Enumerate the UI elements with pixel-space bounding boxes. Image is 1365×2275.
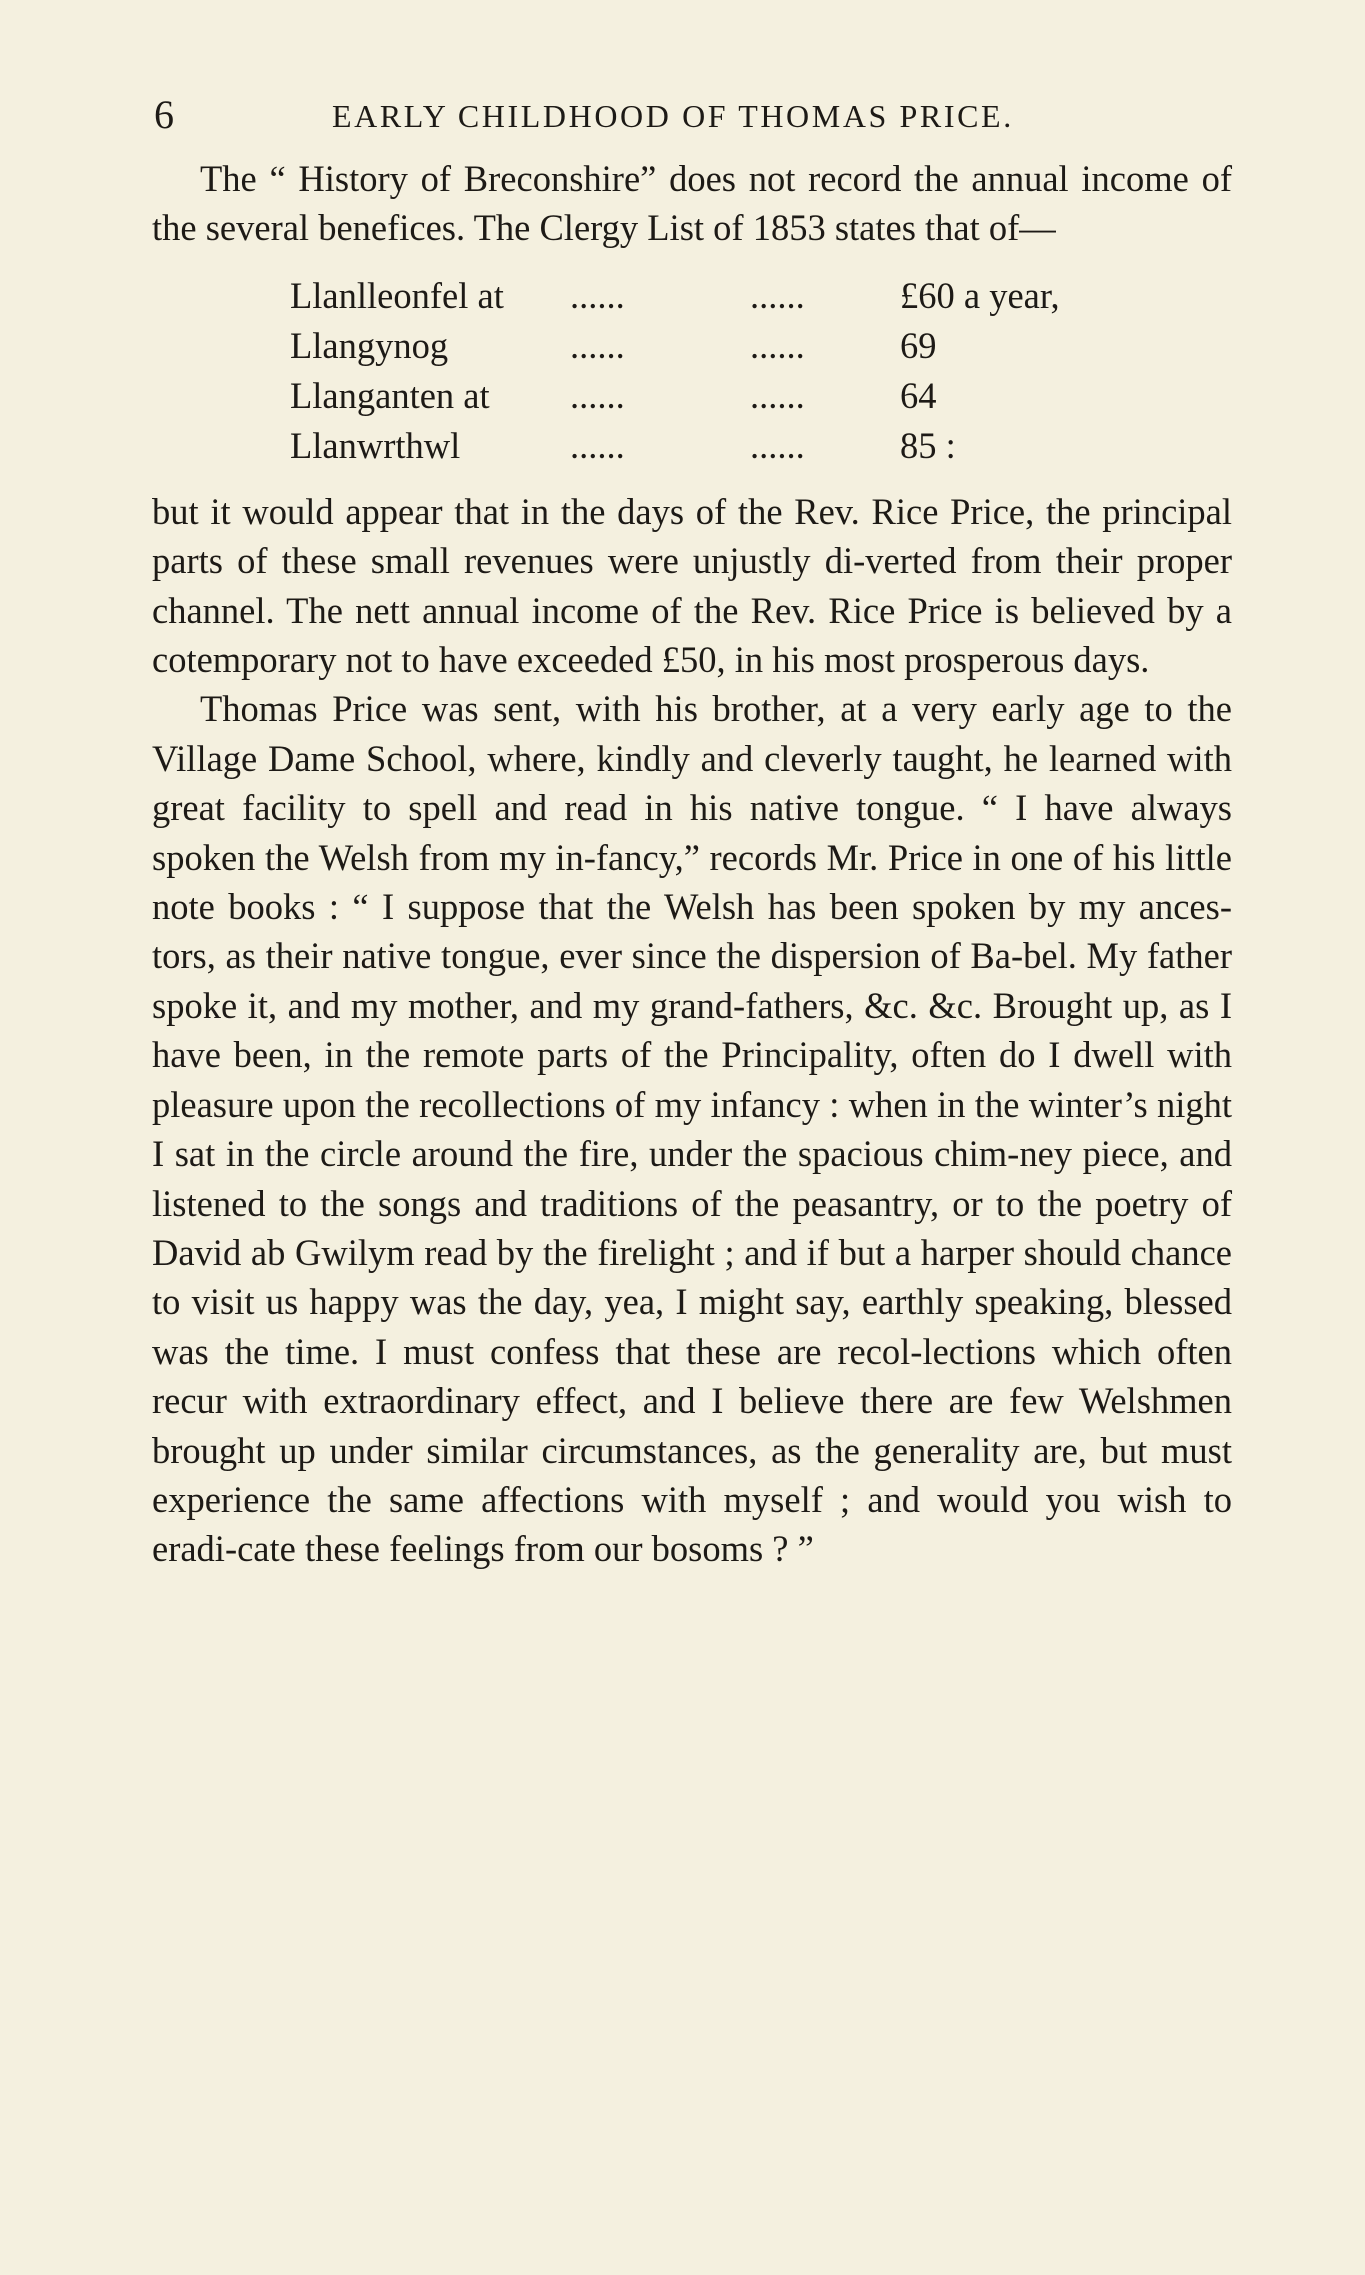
benefice-income: 85 : [900, 424, 956, 466]
benefice-row [290, 371, 1110, 421]
benefice-row [290, 271, 1110, 321]
body-text [152, 154, 1232, 1574]
dot-leader: ...... [570, 324, 625, 366]
dot-leader: ...... [570, 424, 625, 466]
dot-leader: ...... [750, 324, 805, 366]
page-header [150, 90, 1230, 140]
benefice-income: 69 [900, 324, 937, 366]
dot-leader: ...... [750, 424, 805, 466]
intro-paragraph: The “ History of Breconshire” does not record the annual income of the several benefices. The Clergy List of 1853 states that of— [152, 158, 1232, 249]
benefice-name: Llangynog [290, 324, 449, 366]
benefice-income: 64 [900, 374, 937, 416]
benefice-name: Llanwrthwl [290, 424, 461, 466]
benefice-income: £60 a year, [900, 274, 1060, 316]
dot-leader: ...... [750, 374, 805, 416]
running-title: EARLY CHILDHOOD OF THOMAS PRICE. [332, 98, 1014, 134]
benefice-name: Llanganten at [290, 374, 490, 416]
benefice-row [290, 321, 1110, 371]
dot-leader: ...... [570, 374, 625, 416]
revenue-paragraph: but it would appear that in the days of the Rev. Rice Price, the principal parts of these small revenues were unjustly di-verted from their proper channel. The nett annual income of the Rev. Rice Price is believed by a cotemporary not to have exceeded £50, in his most prosperous days. [152, 490, 1232, 681]
dot-leader: ...... [570, 274, 625, 316]
page-number: 6 [154, 92, 174, 137]
benefice-list [290, 271, 1110, 471]
benefice-name: Llanlleonfel at [290, 274, 504, 316]
dot-leader: ...... [750, 274, 805, 316]
childhood-paragraph: Thomas Price was sent, with his brother, at a very early age to the Village Dame School, where, kindly and cleverly taught, he learned with great facility to spell and read in his native tongue. “ I have always spoken the Welsh from my in-fancy,” records Mr. Price in one of his little note books : “ I suppose that the Welsh has been spoken by my ances-tors, as their native tongue, ever since the dispersion of Ba-bel. My father spoke it, and my mother, and my grand-fathers, &c. &c. Brought up, as I have been, in the remote parts of the Principality, often do I dwell with pleasure upon the recollections of my infancy : when in the winter’s night I sat in the circle around the fire, under the spacious chim-ney piece, and listened to the songs and traditions of the peasantry, or to the poetry of David ab Gwilym read by the firelight ; and if but a harper should chance to visit us happy was the day, yea, I might say, earthly speaking, blessed was the time. I must confess that these are recol-lections which often recur with extraordinary effect, and I believe there are few Welshmen brought up under similar circumstances, as the generality are, but must experience the same affections with myself ; and would you wish to eradi-cate these feelings from our bosoms ? ” [152, 688, 1232, 1570]
benefice-row [290, 421, 1110, 471]
